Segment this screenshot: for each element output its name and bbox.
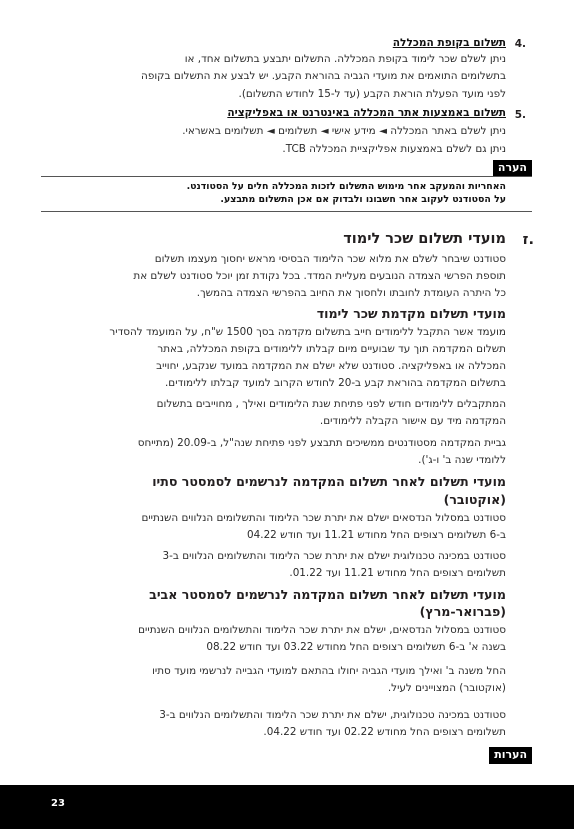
subsection-title: מועדי תשלום לאחר תשלום המקדמה לנרשמים לסמסטר אביב	[149, 587, 506, 602]
page-footer	[0, 785, 574, 829]
paragraph-line: המכללה או באפליקציה. סטודנט שלא ישלם את המקדמה במועד שנקבע, יחוייב	[156, 360, 506, 372]
paragraph-line: סטודנט במסלול הנדסאים ישלם את יתרת שכר הלימוד והתשלומים הנלווים השנתיים	[141, 512, 506, 524]
item-number: .5	[514, 109, 526, 121]
note-tag: הערה	[493, 160, 532, 177]
paragraph-line: בשנה א' ב-6 תשלומים רצופים החל מחודש 03.22 ועד חודש 08.22	[206, 641, 506, 653]
item-number: .4	[514, 38, 526, 50]
paragraph-line: סטודנט במכינה טכנולוגית ישלם את יתרת שכר הלימוד והתשלומים הנלווים ב-3	[162, 550, 506, 562]
subsection-title: (פברואר-מרץ)	[419, 604, 506, 619]
item-line: בתשלומים התואמים את מועדי הגביה בהוראת הקבע. יש לבצע את התשלום בקופה	[141, 70, 506, 82]
notes-tag: הערות	[489, 747, 532, 764]
item-line: ניתן לשלם באתר המכללה ◄ מידע אישי ◄ תשלומים ◄ תשלומים באשראי.	[182, 125, 506, 137]
subsection-title: (אוקטובר)	[443, 492, 506, 507]
subsection-title: מועדי תשלום לאחר תשלום המקדמה לנרשמים לסמסטר סתיו	[152, 474, 506, 489]
paragraph-line: סטודנט שיבחר לשלם את מלוא שכר הלימוד הבסיסי מראש יחסוך מעצמו תשלום	[154, 253, 506, 265]
paragraph-line: החל משנה ב' ואילך מועדי הגביה יחולו בהתאם למועדי הגבייה לנרשמי מועד סתיו	[152, 665, 506, 677]
paragraph-line: ללומדי שנה ב' ו-ג').	[418, 454, 506, 466]
paragraph-line: ב-6 תשלומים רצופים החל מחודש 11.21 ועד חודש 04.22	[247, 529, 506, 541]
paragraph-line: (אוקטובר) המצויינים לעיל.	[387, 682, 506, 694]
section-title: מועדי תשלום שכר לימוד	[343, 231, 506, 247]
note-line: על הסטודנט לעקוב אחר חשבונו ולבדוק אם אכן התשלום מתבצע.	[220, 194, 506, 205]
item-line: לפני מועד הפעלת הוראת הקבע (עד ל-15 לחודש התשלום).	[238, 88, 506, 100]
paragraph-line: המתקבלים ללימודים חודש לפני פתיחת שנת הלימודים ואילך , מחוייבים בתשלום	[156, 398, 506, 410]
page-number: 23	[51, 798, 65, 809]
paragraph-line: גביית המקדמה מסטודנטים ממשיכים תתבצע לפני פתיחת שנה"ל, ב-20.09 (מתייחס	[137, 437, 506, 449]
paragraph-line: בתשלום המקדמה בהוראת קבע ב-20 לחודש הקרוב למועד קבלתו ללימודים.	[165, 377, 506, 389]
paragraph-line: תוספת הפרשי הצמדה הנובעים מעליית המדד. בכל נקודת זמן יוכל סטודנט לשלם את	[133, 270, 506, 282]
paragraph-line: המקדמה מיד עם אישור הקבלה ללימודים.	[319, 415, 506, 427]
paragraph-line: כל היתרה העומדת לחובתו ולחסוך את החיוב בהפרשי הצמדה בהמשך.	[196, 287, 506, 299]
divider	[41, 211, 532, 212]
item-line: ניתן גם לשלם באמצעות אפליקציית המכללה TCB.	[282, 143, 506, 155]
item-line: ניתן לשלם שכר לימוד בקופת המכללה. התשלום יתבצע בתשלום אחד, או	[184, 53, 506, 65]
subsection-title: מועדי תשלום מקדמת שכר לימוד	[316, 306, 506, 321]
section-number: .ז	[522, 232, 534, 248]
paragraph-line: תשלום המקדמה תוך עד שבועיים מיום קבלתו ללימודים בקופת המכללה, באתר	[157, 343, 506, 355]
paragraph-line: תשלומים רצופים החל מחודש 11.21 ועד 01.22.	[289, 567, 506, 579]
paragraph-line: סטודנט במכינה טכנולוגית, ישלם את יתרת שכר הלימוד והתשלומים הנלווים ב-3	[159, 709, 506, 721]
note-line: האחריות והמעקב אחר מימוש התשלום לזכות המכללה חלים על הסטודנט.	[186, 181, 506, 192]
paragraph-line: מועמד אשר התקבל ללימודים חייב בתשלום מקדמה בסך 1500 ש"ח, על המועמד להסדיר	[109, 326, 506, 338]
paragraph-line: סטודנט במסלול הנדסאים, ישלם את יתרת שכר הלימוד והתשלומים הנלווים השנתיים	[138, 624, 506, 636]
divider	[41, 176, 532, 177]
item-title: תשלום באמצעות אתר המכללה באינטרנט או באפליקציה	[227, 107, 506, 119]
item-title: תשלום בקופת המכללה	[392, 37, 506, 49]
paragraph-line: תשלומים רצופים החל מחודש 02.22 ועד חודש 04.22.	[263, 726, 506, 738]
